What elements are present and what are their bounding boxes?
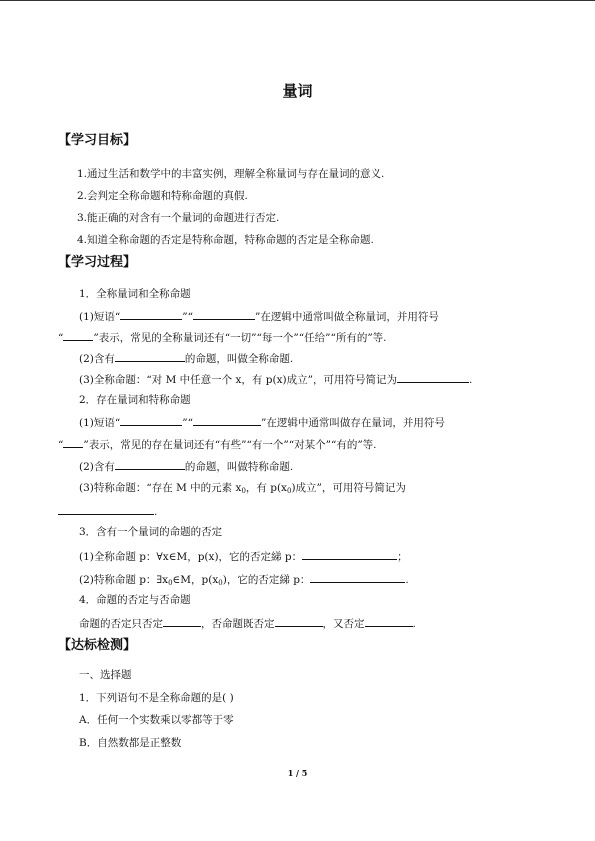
blank[interactable] (120, 308, 182, 320)
text: (1)短语“ (79, 417, 121, 429)
text: . (154, 506, 158, 518)
section-heading-objectives: 【学习目标】 (58, 133, 137, 148)
text: ，否命题既否定 (201, 618, 275, 630)
process-s1-line3 (79, 350, 293, 366)
text: )，它的否定綈 p： (222, 574, 311, 586)
text: (3)特称命题：“存在 M 中的元素 x (79, 482, 242, 494)
blank[interactable] (397, 371, 469, 383)
text: 的命题，叫做全称命题. (184, 353, 294, 365)
blank[interactable] (275, 615, 323, 627)
blank[interactable] (302, 548, 397, 560)
text: ”表示，常见的全称量词还有“一切”“每一个”“任给”“所有的”等. (93, 332, 387, 344)
process-s1-line4 (79, 371, 472, 387)
page-title: 量词 (282, 82, 313, 100)
objective-2: 2.会判定全称命题和特称命题的真假. (77, 190, 248, 202)
blank[interactable] (193, 308, 255, 320)
text: ”在逻辑中通常叫做存在量词，并用符号 (261, 417, 445, 429)
process-s2-title: 2．存在量词和特称命题 (79, 394, 191, 406)
process-s2-line5 (58, 503, 157, 519)
top-rule (0, 0, 595, 1)
process-s3-line2 (79, 571, 409, 590)
process-s2-line3 (79, 458, 293, 474)
subscript: 0 (241, 487, 246, 495)
blank[interactable] (115, 458, 185, 470)
process-s4-line1 (79, 615, 416, 631)
section-heading-check: 【达标检测】 (58, 638, 137, 653)
text: ，又否定 (322, 618, 365, 630)
blank[interactable] (310, 571, 405, 583)
option-b: B．自然数都是正整数 (79, 737, 182, 749)
process-s2-line2 (58, 436, 377, 452)
text: . (412, 618, 416, 630)
process-s1-line2 (58, 329, 387, 345)
objective-3: 3.能正确的对含有一个量词的命题进行否定. (77, 212, 280, 224)
section-heading-process: 【学习过程】 (58, 255, 137, 270)
text: ”“ (182, 417, 193, 429)
process-s3-line1 (79, 548, 408, 564)
text: ”“ (182, 311, 193, 323)
question-1: 1．下列语句不是全称命题的是( ) (79, 692, 234, 704)
blank[interactable] (120, 414, 182, 426)
objective-1: 1.通过生活和数学中的丰富实例，理解全称量词与存在量词的意义. (77, 168, 385, 180)
check-part-title: 一、选择题 (79, 669, 132, 681)
blank[interactable] (163, 615, 201, 627)
process-s3-title: 3．含有一个量词的命题的否定 (79, 526, 223, 538)
process-s1-line1 (79, 308, 439, 324)
text: ，有 p(x (245, 482, 287, 494)
text: “ (58, 332, 64, 344)
option-a: A．任何一个实数乘以零都等于零 (79, 714, 234, 726)
page-number: 1 / 5 (287, 768, 308, 778)
text: (2)特称命题 p：∃x (79, 574, 169, 586)
text: ”在逻辑中通常叫做全称量词，并用符号 (255, 311, 439, 323)
subscript: 0 (286, 487, 292, 495)
text: ； (397, 551, 408, 563)
text: (1)短语“ (79, 311, 121, 323)
blank[interactable] (365, 615, 413, 627)
process-s2-line1 (79, 414, 445, 430)
text: ”表示，常见的存在量词还有“有些”“有一个”“对某个”“有的”等. (83, 439, 377, 451)
blank[interactable] (115, 350, 185, 362)
blank[interactable] (63, 329, 93, 341)
process-s4-title: 4．命题的否定与否命题 (79, 594, 191, 606)
text: ∈M，p(x (172, 574, 219, 586)
objective-4: 4.知道全称命题的否定是特称命题，特称命题的否定是全称命题. (77, 234, 374, 246)
process-s1-title: 1．全称量词和全称命题 (79, 288, 191, 300)
blank[interactable] (58, 503, 154, 515)
text: )成立”，可用符号简记为 (291, 482, 406, 494)
subscript: 0 (168, 579, 173, 587)
text: . (468, 374, 473, 386)
subscript: 0 (218, 579, 223, 587)
text: (3)全称命题：“对 M 中任意一个 x，有 p(x)成立”，可用符号简记为 (79, 374, 397, 386)
text: . (405, 574, 409, 586)
text: 命题的否定只否定 (79, 618, 163, 630)
text: (2)含有 (79, 461, 115, 473)
text: “ (58, 439, 64, 451)
text: (1)全称命题 p：∀x∈M，p(x)，它的否定綈 p： (79, 551, 303, 563)
blank[interactable] (193, 414, 261, 426)
process-s2-line4 (79, 481, 406, 498)
text: (2)含有 (79, 353, 115, 365)
text: 的命题，叫做特称命题. (184, 461, 294, 473)
blank[interactable] (63, 436, 83, 448)
